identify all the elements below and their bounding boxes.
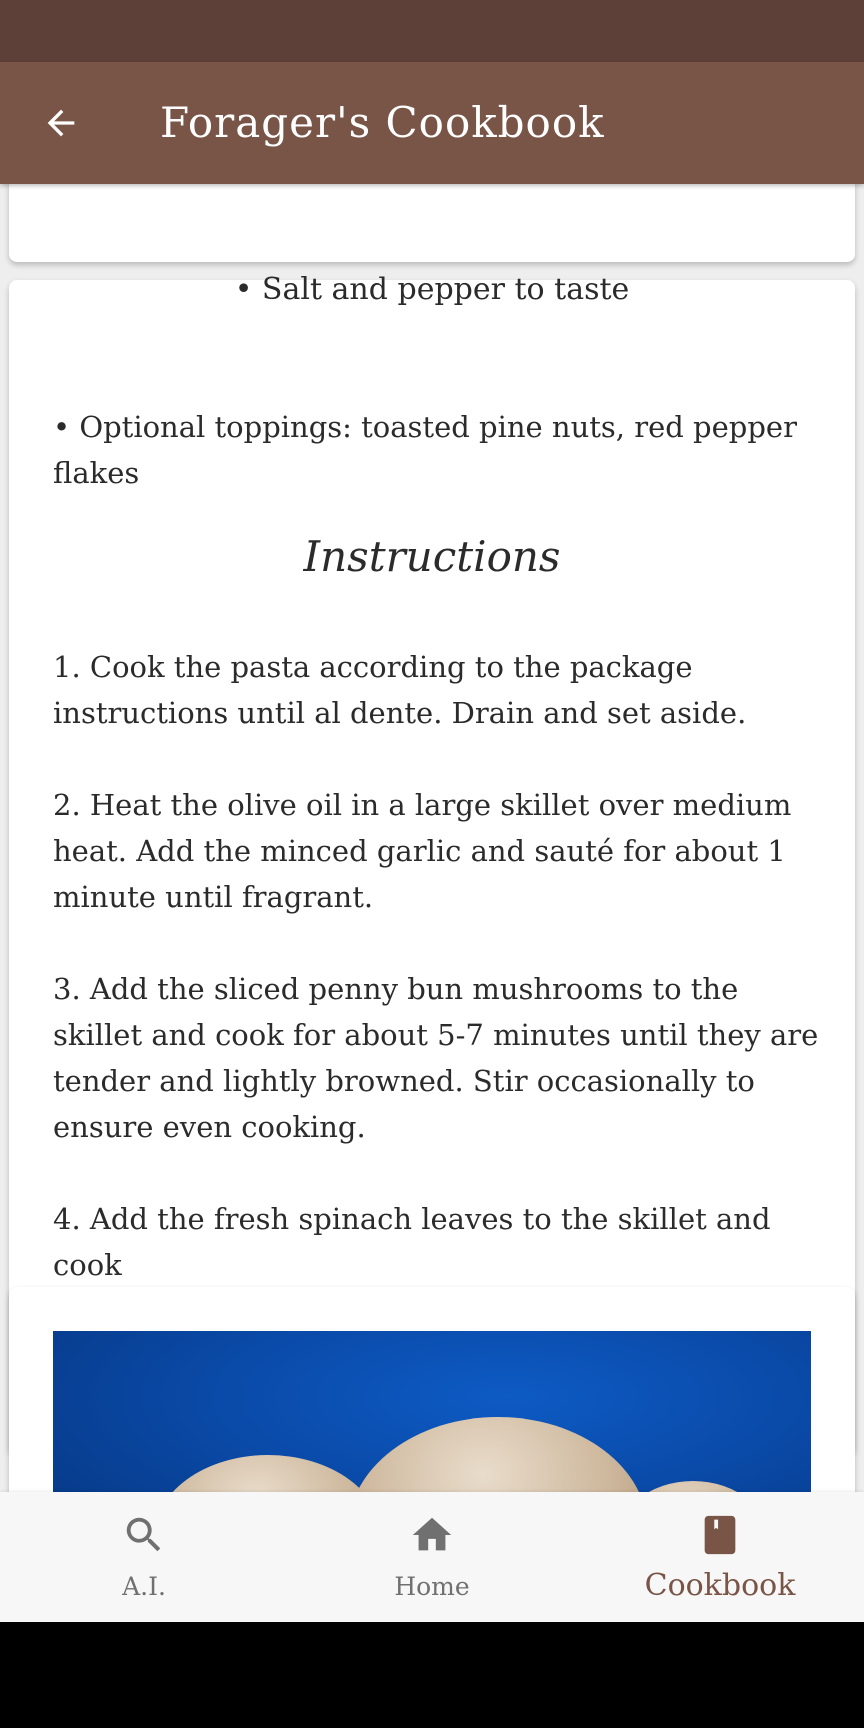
app-bar bbox=[0, 62, 864, 184]
card-previous bbox=[9, 174, 855, 262]
nav-item-ai[interactable] bbox=[0, 1492, 288, 1622]
instruction-step: 1. Cook the pasta according to the package instructions until al dente. Drain and set aside. bbox=[53, 650, 747, 730]
book-icon bbox=[695, 1510, 745, 1560]
instruction-step: 3. Add the sliced penny bun mushrooms to the skillet and cook for about 5-7 minutes until they are tender and lightly browned. Stir occasionally to ensure even cooking. bbox=[53, 972, 819, 1144]
clipped-ingredient-line: • Salt and pepper to taste bbox=[234, 272, 630, 307]
nav-item-cookbook[interactable] bbox=[576, 1492, 864, 1622]
system-navigation-bar bbox=[0, 1622, 864, 1728]
arrow-left-icon bbox=[41, 103, 81, 143]
bottom-navigation bbox=[0, 1492, 864, 1622]
search-icon bbox=[119, 1510, 169, 1560]
nav-label-home: Home bbox=[394, 1572, 470, 1601]
page-title: Forager's Cookbook bbox=[160, 98, 605, 147]
recipe-text-scroll[interactable] bbox=[9, 272, 855, 1454]
nav-item-home[interactable] bbox=[288, 1492, 576, 1622]
instruction-step: 4. Add the fresh spinach leaves to the skillet and cook bbox=[53, 1202, 771, 1282]
back-button[interactable] bbox=[30, 92, 92, 154]
ingredient-optional-toppings: • Optional toppings: toasted pine nuts, red pepper flakes bbox=[53, 410, 797, 490]
instruction-step: 2. Heat the olive oil in a large skillet over medium heat. Add the minced garlic and sauté for about 1 minute until fragrant. bbox=[53, 788, 792, 914]
status-bar bbox=[0, 0, 864, 62]
home-icon bbox=[407, 1510, 457, 1560]
nav-label-cookbook: Cookbook bbox=[644, 1568, 796, 1603]
content-scroll[interactable] bbox=[0, 184, 864, 1492]
nav-label-ai: A.I. bbox=[122, 1572, 166, 1601]
instructions-heading: Instructions bbox=[303, 532, 561, 581]
recipe-card bbox=[9, 272, 855, 1454]
